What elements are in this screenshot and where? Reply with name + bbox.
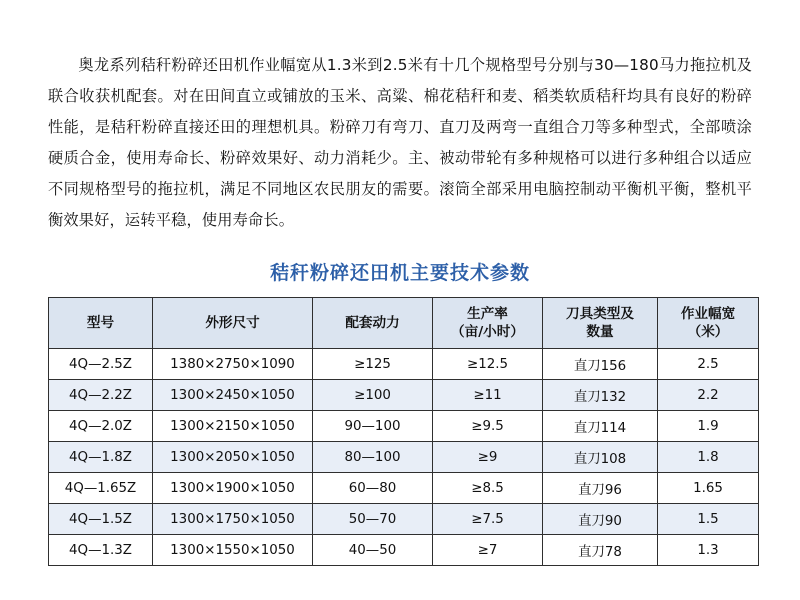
column-header-rate-line2: （亩/小时） xyxy=(451,324,524,340)
cell-blades: 直刀78 xyxy=(543,535,658,566)
table-header-row xyxy=(49,298,759,349)
cell-model: 4Q—1.5Z xyxy=(49,504,153,535)
cell-rate: ≥8.5 xyxy=(433,473,543,504)
column-header-rate-line1: 生产率 xyxy=(467,306,508,322)
page-title: 秸秆粉碎还田机主要技术参数 xyxy=(269,262,530,284)
cell-width: 1.65 xyxy=(658,473,759,504)
cell-power: 60—80 xyxy=(313,473,433,504)
column-header-width-line2: （米） xyxy=(687,324,729,340)
table-row xyxy=(49,380,759,411)
cell-rate: ≥7.5 xyxy=(433,504,543,535)
cell-blades: 直刀108 xyxy=(543,442,658,473)
cell-dimensions: 1300×1900×1050 xyxy=(153,473,313,504)
cell-blades: 直刀156 xyxy=(543,349,658,380)
cell-rate: ≥12.5 xyxy=(433,349,543,380)
cell-width: 1.5 xyxy=(658,504,759,535)
cell-power: ≥125 xyxy=(313,349,433,380)
column-header-blades-line1: 刀具类型及 xyxy=(566,306,634,322)
spec-table xyxy=(48,297,759,566)
table-row xyxy=(49,442,759,473)
cell-rate: ≥7 xyxy=(433,535,543,566)
column-header-power xyxy=(313,298,433,349)
column-header-power-line1: 配套动力 xyxy=(345,315,400,331)
intro-paragraph: 奥龙系列秸秆粉碎还田机作业幅宽从1.3米到2.5米有十几个规格型号分别与30—180马力拖拉机及联合收获机配套。对在田间直立或铺放的玉米、高粱、棉花秸秆和麦、稻类软质秸秆均具有良好的粉碎性能，是秸秆粉碎直接还田的理想机具。粉碎刀有弯刀、直刀及两弯一直组合刀等多种型式，全部喷涂硬质合金，使用寿命长、粉碎效果好、动力消耗少。主、被动带轮有多种规格可以进行多种组合以适应不同规格型号的拖拉机，满足不同地区农民朋友的需要。滚筒全部采用电脑控制动平衡机平衡，整机平衡效果好，运转平稳，使用寿命长。 xyxy=(48,56,752,229)
cell-power: ≥100 xyxy=(313,380,433,411)
cell-width: 1.9 xyxy=(658,411,759,442)
cell-blades: 直刀114 xyxy=(543,411,658,442)
cell-dimensions: 1300×2450×1050 xyxy=(153,380,313,411)
cell-blades: 直刀96 xyxy=(543,473,658,504)
cell-power: 50—70 xyxy=(313,504,433,535)
column-header-model-line1: 型号 xyxy=(86,315,115,331)
table-row xyxy=(49,535,759,566)
column-header-model xyxy=(49,298,153,349)
cell-width: 1.8 xyxy=(658,442,759,473)
table-row xyxy=(49,411,759,442)
cell-width: 2.5 xyxy=(658,349,759,380)
cell-blades: 直刀90 xyxy=(543,504,658,535)
column-header-rate xyxy=(433,298,543,349)
table-body xyxy=(49,349,759,566)
cell-model: 4Q—2.0Z xyxy=(49,411,153,442)
table-header xyxy=(49,298,759,349)
table-row xyxy=(49,349,759,380)
cell-width: 1.3 xyxy=(658,535,759,566)
cell-dimensions: 1300×2150×1050 xyxy=(153,411,313,442)
cell-blades: 直刀132 xyxy=(543,380,658,411)
spec-table-container xyxy=(48,297,752,566)
cell-dimensions: 1300×1550×1050 xyxy=(153,535,313,566)
column-header-width xyxy=(658,298,759,349)
cell-rate: ≥9.5 xyxy=(433,411,543,442)
column-header-dimensions xyxy=(153,298,313,349)
cell-power: 90—100 xyxy=(313,411,433,442)
column-header-dimensions-line1: 外形尺寸 xyxy=(205,315,260,331)
column-header-blades-line2: 数量 xyxy=(586,324,614,340)
cell-model: 4Q—2.2Z xyxy=(49,380,153,411)
column-header-blades xyxy=(543,298,658,349)
cell-dimensions: 1300×2050×1050 xyxy=(153,442,313,473)
cell-dimensions: 1300×1750×1050 xyxy=(153,504,313,535)
cell-width: 2.2 xyxy=(658,380,759,411)
cell-model: 4Q—1.3Z xyxy=(49,535,153,566)
cell-rate: ≥9 xyxy=(433,442,543,473)
table-row xyxy=(49,504,759,535)
cell-model: 4Q—1.8Z xyxy=(49,442,153,473)
cell-power: 40—50 xyxy=(313,535,433,566)
cell-dimensions: 1380×2750×1090 xyxy=(153,349,313,380)
table-row xyxy=(49,473,759,504)
column-header-width-line1: 作业幅宽 xyxy=(680,306,736,322)
cell-power: 80—100 xyxy=(313,442,433,473)
cell-model: 4Q—1.65Z xyxy=(49,473,153,504)
cell-rate: ≥11 xyxy=(433,380,543,411)
cell-model: 4Q—2.5Z xyxy=(49,349,153,380)
